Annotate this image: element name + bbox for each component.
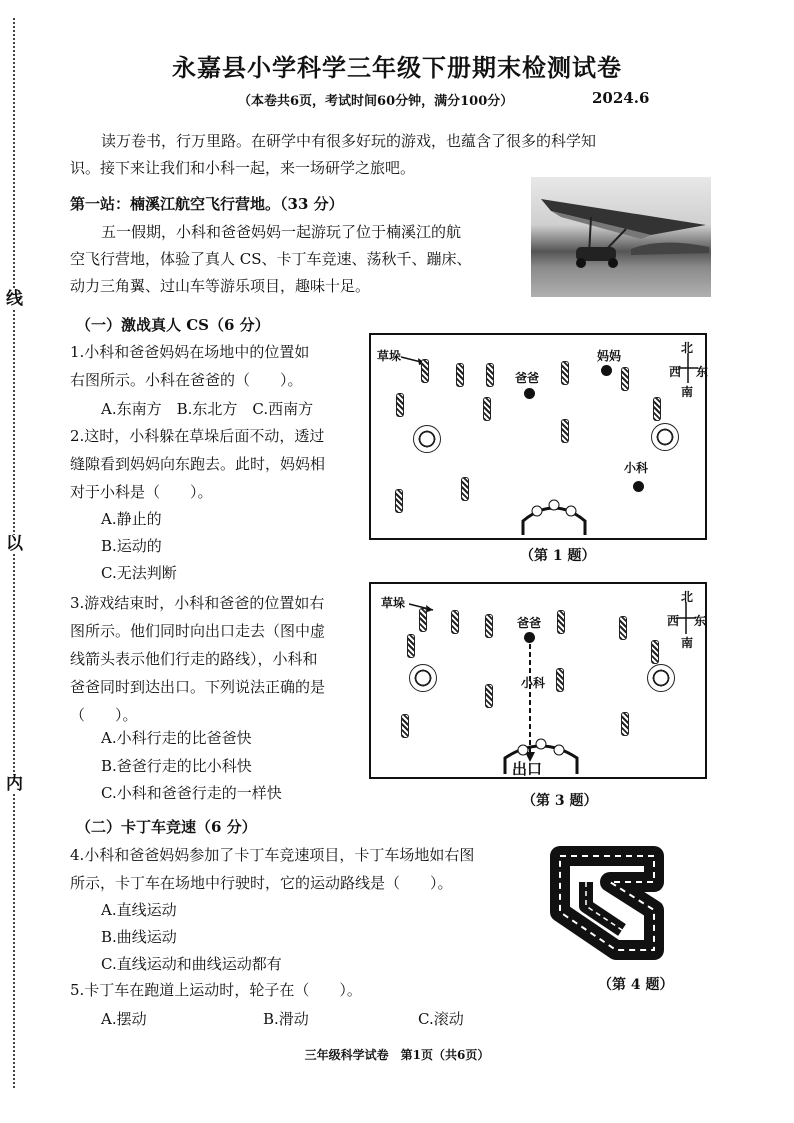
dad-marker [524, 388, 535, 399]
figure-1-map [369, 333, 707, 540]
compass-north: 北 [681, 341, 694, 355]
q5-option-b: B.滑动 [263, 1010, 309, 1028]
exam-info: （本卷共6页，考试时间60分钟，满分100分） [238, 94, 514, 109]
figure-4-caption: （第 4 题） [598, 977, 674, 993]
kid-label: 小科 [521, 676, 546, 690]
q5-line-1: 5.卡丁车在跑道上运动时，轮子在（ ）。 [70, 981, 362, 999]
compass-west: 西 [667, 614, 680, 628]
bush [419, 608, 427, 632]
exit-arch [519, 495, 589, 535]
haystack-label: 草垛 [377, 349, 402, 363]
part2-heading: （二）卡丁车竞速（6 分） [76, 818, 257, 836]
q4-option-b: B.曲线运动 [101, 928, 177, 946]
mom-label: 妈妈 [597, 349, 622, 363]
compass-cross-icon [674, 602, 698, 634]
kid-marker [633, 481, 644, 492]
compass-north: 北 [681, 590, 694, 604]
glider-image [531, 177, 711, 297]
bush [407, 634, 415, 658]
bush [485, 614, 493, 638]
bush [485, 684, 493, 708]
exam-date: 2024.6 [592, 89, 650, 107]
q4-line-2: 所示，卡丁车在场地中行驶时，它的运动路线是（ ）。 [70, 874, 453, 892]
bush [653, 397, 661, 421]
dad-label: 爸爸 [515, 371, 540, 385]
q3-line-2: 图所示。他们同时向出口走去（图中虚 [70, 622, 326, 640]
q2-option-c: C.无法判断 [101, 564, 177, 582]
q2-line-2: 缝隙看到妈妈向东跑去。此时，妈妈相 [70, 455, 326, 473]
kart-track-figure [546, 842, 668, 964]
bush [561, 419, 569, 443]
q2-option-b: B.运动的 [101, 537, 162, 555]
q3-line-1: 3.游戏结束时，小科和爸爸的位置如右 [70, 594, 325, 612]
bush [486, 363, 494, 387]
bush [401, 714, 409, 738]
compass-east: 东 [696, 365, 709, 379]
exit-label: 出口 [512, 760, 543, 778]
compass-south: 南 [681, 385, 694, 399]
q5-option-a: A.摆动 [101, 1010, 147, 1028]
figure-1-caption: （第 1 题） [520, 548, 596, 564]
bush [461, 477, 469, 501]
dad-label: 爸爸 [517, 616, 542, 630]
q3-option-c: C.小科和爸爸行走的一样快 [101, 784, 282, 802]
q1-options: A.东南方 B.东北方 C.西南方 [101, 400, 314, 418]
bush [557, 610, 565, 634]
q3-option-a: A.小科行走的比爸爸快 [101, 729, 252, 747]
table-obstacle [409, 664, 437, 692]
station1-text-3: 动力三角翼、过山车等游乐项目，趣味十足。 [70, 277, 371, 295]
q5-option-c: C.滚动 [418, 1010, 464, 1028]
bush [561, 361, 569, 385]
table-obstacle [647, 664, 675, 692]
haystack-label: 草垛 [381, 596, 406, 610]
q1-line-2: 右图所示。小科在爸爸的（ ）。 [70, 371, 303, 389]
q4-option-c: C.直线运动和曲线运动都有 [101, 955, 282, 973]
figure-3-map [369, 582, 707, 779]
part1-heading: （一）激战真人 CS（6 分） [76, 316, 270, 334]
page-footer: 三年级科学试卷 第1页（共6页） [304, 1048, 490, 1062]
page-title: 永嘉县小学科学三年级下册期末检测试卷 [172, 53, 622, 82]
bush [556, 668, 564, 692]
bush [421, 359, 429, 383]
station1-text-2: 空飞行营地，体验了真人 CS、卡丁车竞速、荡秋千、蹦床、 [70, 250, 472, 268]
q4-option-a: A.直线运动 [101, 901, 177, 919]
table-obstacle [413, 425, 441, 453]
q1-line-1: 1.小科和爸爸妈妈在场地中的位置如 [70, 343, 310, 361]
q2-line-3: 对于小科是（ ）。 [70, 483, 213, 501]
margin-char-line: 线 [6, 289, 23, 309]
mom-marker [601, 365, 612, 376]
kid-label: 小科 [624, 461, 649, 475]
compass-south: 南 [681, 636, 694, 650]
intro-line-1: 读万卷书，行万里路。在研学中有很多好玩的游戏，也蕴含了很多的科学知 [101, 132, 597, 150]
bush [621, 367, 629, 391]
bush [456, 363, 464, 387]
bush [395, 489, 403, 513]
bush [396, 393, 404, 417]
q3-line-3: 线箭头表示他们行走的路线），小科和 [70, 650, 318, 668]
bush [451, 610, 459, 634]
q3-option-b: B.爸爸行走的比小科快 [101, 757, 252, 775]
q4-line-1: 4.小科和爸爸妈妈参加了卡丁车竞速项目，卡丁车场地如右图 [70, 846, 475, 864]
figure-3-caption: （第 3 题） [522, 793, 598, 809]
bush [621, 712, 629, 736]
intro-line-2: 识。接下来让我们和小科一起，来一场研学之旅吧。 [70, 159, 416, 177]
bush [651, 640, 659, 664]
compass-west: 西 [669, 365, 682, 379]
bush [619, 616, 627, 640]
compass-east: 东 [694, 614, 707, 628]
q2-line-1: 2.这时，小科躲在草垛后面不动，透过 [70, 427, 325, 445]
margin-char-inner: 内 [6, 774, 23, 794]
margin-char-inside: 以 [6, 534, 23, 554]
q3-line-5: （ ）。 [70, 706, 138, 724]
table-obstacle [651, 423, 679, 451]
station1-heading: 第一站：楠溪江航空飞行营地。（33 分） [70, 195, 344, 213]
bush [483, 397, 491, 421]
compass-cross-icon [676, 353, 700, 383]
q3-line-4: 爸爸同时到达出口。下列说法正确的是 [70, 678, 326, 696]
trike-glider-photo [531, 177, 711, 297]
station1-text-1: 五一假期，小科和爸爸妈妈一起游玩了位于楠溪江的航 [101, 223, 462, 241]
q2-option-a: A.静止的 [101, 510, 162, 528]
